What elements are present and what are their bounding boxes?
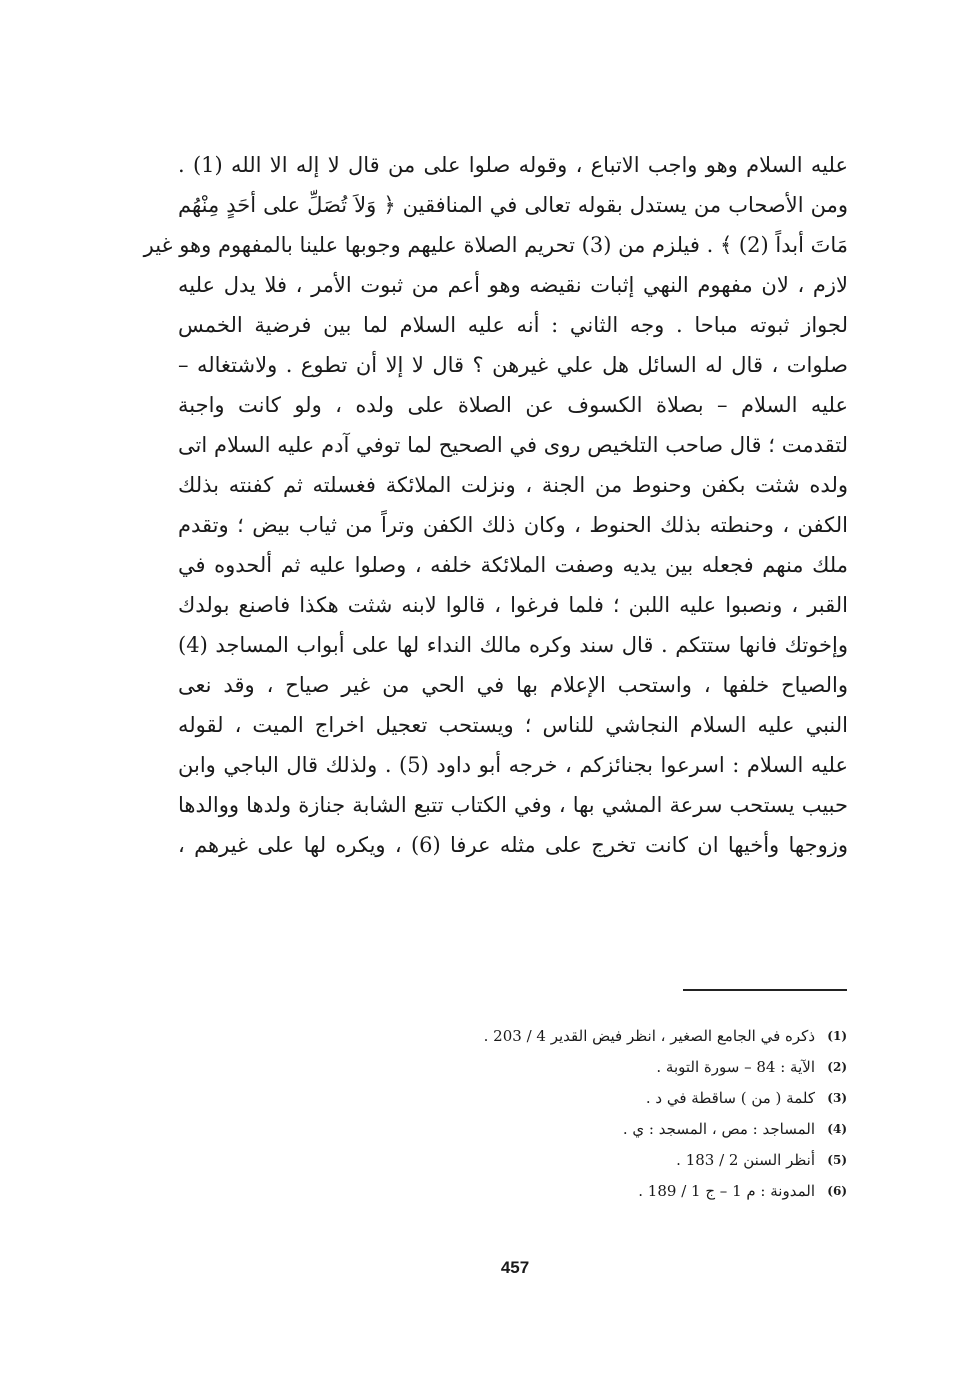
footnotes-list [247, 1021, 847, 1207]
text-line: وزوجها وأخيها ان كانت تخرج على مثله عرفا (6) ، ويكره لها على غيرهم ، [178, 833, 848, 857]
footnote-text: كلمة ( من ) ساقطة في د . [645, 1089, 815, 1107]
text-line: ولده شثت بكفن وحنوط من الجنة ، ونزلت الملائكة فغسلته ثم كفنته بذلك [178, 473, 848, 497]
text-line: وإخوتك فانها ستتكم . قال سند وكره مالك النداء لها على أبواب المساجد (4) [178, 633, 848, 657]
footnote-text: أنظر السنن 2 / 183 . [676, 1151, 815, 1169]
text-line: النبي عليه السلام النجاشي للناس ؛ ويستحب تعجيل اخراج الميت ، لقوله [178, 713, 848, 737]
footnote-text: المدونة : م 1 – ج 1 / 189 . [638, 1182, 815, 1200]
text-line: عليه السلام – بصلاة الكسوف عن الصلاة على ولده ، ولو كانت واجبة [178, 393, 848, 417]
page-number: 457 [500, 1258, 530, 1277]
text-line: والصياح خلفها ، واستحب الإعلام بها في الحي من غير صياح ، وقد نعى [178, 673, 848, 697]
text-line: عليه السلام : اسرعوا بجنائزكم ، خرجه أبو داود (5) . ولذلك قال الباجي وابن [178, 753, 848, 777]
footnote-item [247, 1052, 847, 1083]
text-line: لجواز ثبوته مباحا . وجه الثاني : أنه عليه السلام لما بين فرضية الخمس [178, 313, 848, 337]
text-line: لازم ، لان مفهوم النهي إثبات نقيضه وهو أعم من ثبوت الأمر ، فلا يدل عليه [178, 273, 848, 297]
footnote-item [247, 1176, 847, 1207]
footnote-number: (2) [827, 1060, 847, 1074]
footnote-text: المساجد : مص ، المسجد : ي . [622, 1120, 815, 1138]
text-line: عليه السلام وهو واجب الاتباع ، وقوله صلوا على من قال لا إله الا الله (1) . [178, 153, 848, 177]
footnote-number: (4) [827, 1122, 847, 1136]
footnote-item [247, 1114, 847, 1145]
footnote-number: (5) [827, 1153, 847, 1167]
footnote-item [247, 1021, 847, 1052]
body-text [143, 145, 848, 865]
text-line: حبيب يستحب سرعة المشي بها ، وفي الكتاب تتبع الشابة جنازة ولدها ووالدها [178, 793, 848, 817]
text-line: القبر ، ونصبوا عليه اللبن ؛ فلما فرغوا ، قالوا لابنه شثت هكذا فاصنع بولدك [178, 593, 848, 617]
footnote-number: (6) [827, 1184, 847, 1198]
text-line: صلوات ، قال له السائل هل علي غيرهن ؟ قال لا إلا أن تطوع . ولاشتغاله – [178, 353, 848, 377]
text-line: ومن الأصحاب من يستدل بقوله تعالى في المنافقين ﴿ وَلاَ تُصَلِّ على أحَدٍ مِنْهُم [178, 193, 848, 217]
footnote-text: ذكره في الجامع الصغير ، انظر فيض القدير 4 / 203 . [483, 1027, 815, 1045]
footnote-divider [683, 989, 847, 991]
footnote-text: الآية : 84 – سورة التوبة . [656, 1058, 815, 1076]
text-line: ملك منهم فجعله بين يديه وصفت الملائكة خلفه ، وصلوا عليه ثم ألحدوه في [178, 553, 848, 577]
text-line: مَاتَ أبداً (2) ﴾ . فيلزم من (3) تحريم الصلاة عليهم وجوبها علينا بالمفهوم وهو غير [143, 233, 848, 257]
footnote-number: (3) [827, 1091, 847, 1105]
footnote-number: (1) [827, 1029, 847, 1043]
text-line: لتقدمت ؛ قال صاحب التلخيص روى في الصحيح لما توفي آدم عليه السلام اتى [178, 433, 848, 457]
footnote-item [247, 1145, 847, 1176]
text-line: الكفن ، وحنطته بذلك الحنوط ، وكان ذلك الكفن وتراً من ثياب بيض ؛ وتقدم [178, 513, 848, 537]
footnote-item [247, 1083, 847, 1114]
